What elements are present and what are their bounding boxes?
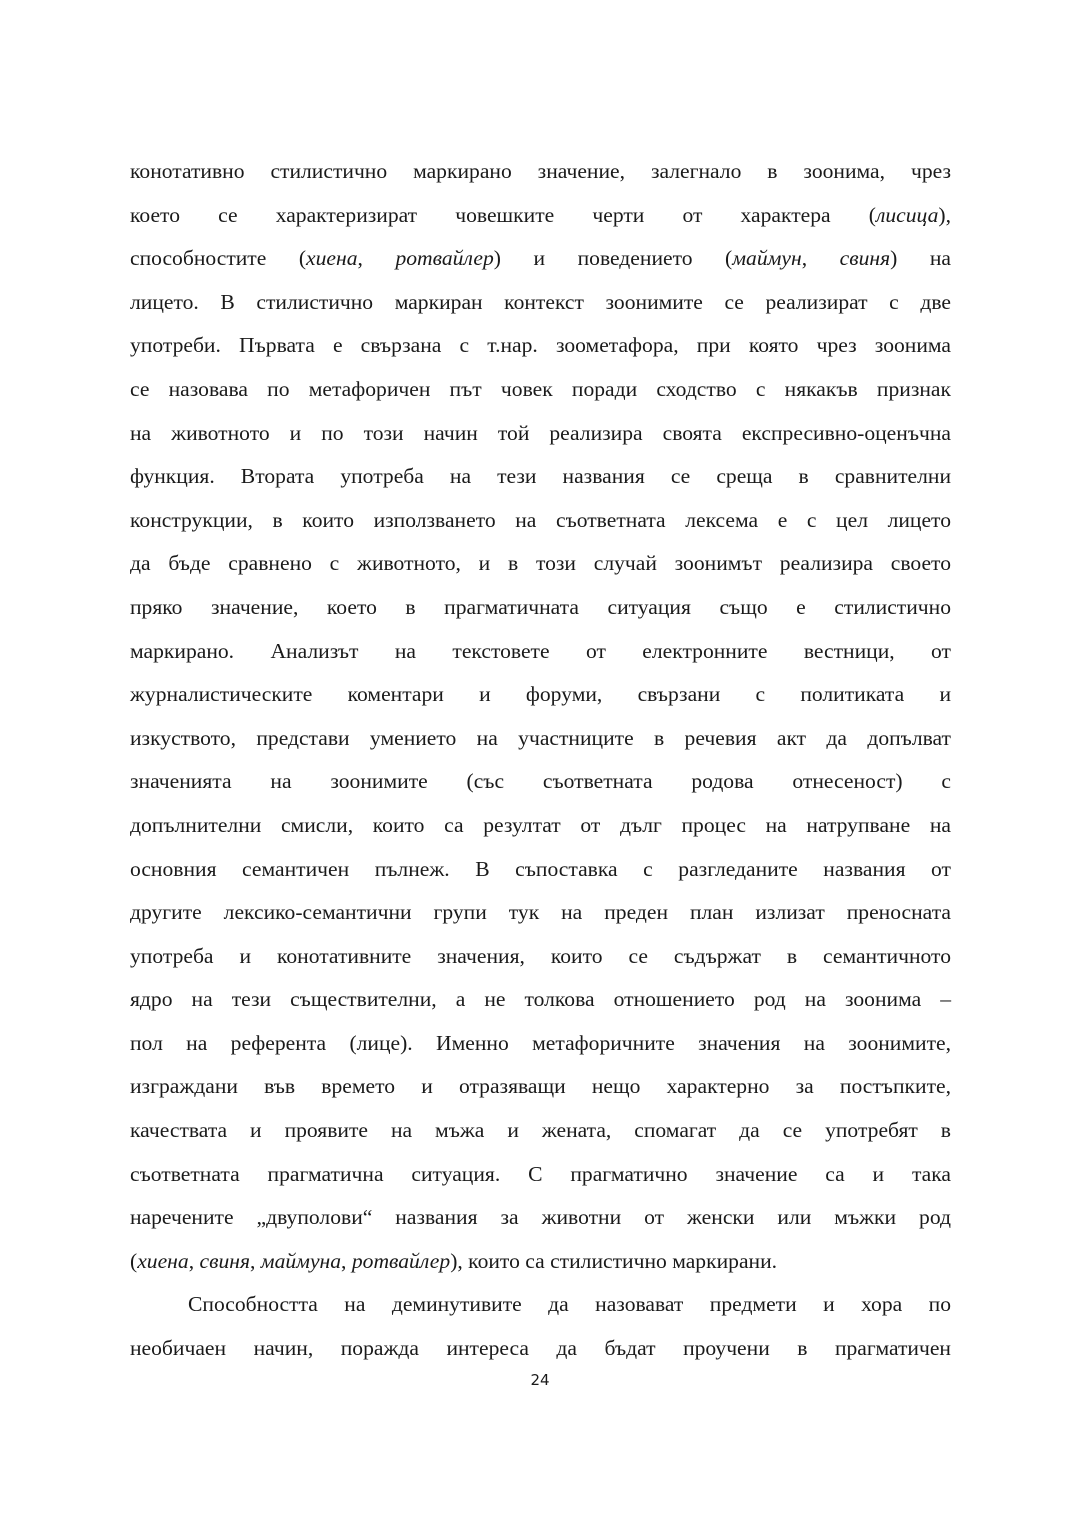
- italic-term: ротвайлер: [395, 246, 494, 271]
- italic-term: маймун: [732, 246, 802, 271]
- italic-term: маймуна: [260, 1248, 342, 1273]
- page-number: 24: [530, 1371, 550, 1389]
- text-line: Способността на деминутивите да назовават предмети и хора по: [188, 1292, 951, 1317]
- text-run: способностите (: [130, 246, 307, 271]
- text-line: наречените „двуполови“ названия за животни от женски или мъжки род: [130, 1205, 951, 1230]
- text-run: ,: [357, 246, 396, 271]
- text-run: което се характеризират човешките черти от характера (: [130, 202, 876, 227]
- text-line: [130, 194, 951, 238]
- text-run: ) и поведението (: [493, 246, 733, 271]
- text-line: маркирано. Анализът на текстовете от електронните вестници, от: [130, 638, 951, 663]
- text-line: [130, 237, 951, 281]
- text-line: необичаен начин, поражда интереса да бъдат проучени в прагматичен: [130, 1336, 951, 1361]
- text-run: ), които са стилистично маркирани.: [450, 1248, 778, 1273]
- text-run: ) на: [890, 246, 951, 271]
- text-line: пол на референта (лице). Именно метафоричните значения на зоонимите,: [130, 1030, 951, 1055]
- body-text: [130, 150, 951, 1371]
- italic-term: хиена: [306, 246, 358, 271]
- text-line: изграждани във времето и отразяващи нещо характерно за постъпките,: [130, 1074, 951, 1099]
- text-run: ,: [250, 1248, 261, 1273]
- paragraph: [130, 150, 951, 1283]
- text-line: функция. Втората употреба на тези названия се среща в сравнителни: [130, 464, 951, 489]
- italic-term: лисица: [875, 202, 939, 227]
- text-line: значенията на зоонимите (със съответната родова отнесеност) с: [130, 769, 951, 794]
- text-line: употреби. Първата е свързана с т.нар. зоометафора, при която чрез зоонима: [130, 333, 951, 358]
- text-line: пряко значение, което в прагматичната ситуация също е стилистично: [130, 594, 951, 619]
- paragraph: [130, 1283, 951, 1370]
- italic-term: свиня: [839, 246, 891, 271]
- italic-term: ротвайлер: [351, 1248, 451, 1273]
- text-line: основния семантичен пълнеж. В съпоставка с разгледаните названия от: [130, 856, 951, 881]
- text-line: журналистическите коментари и форуми, свързани с политиката и: [130, 682, 951, 707]
- text-line: употреба и конотативните значения, които се съдържат в семантичното: [130, 943, 951, 968]
- text-run: (: [130, 1248, 138, 1273]
- text-run: ,: [188, 1248, 200, 1273]
- text-line: ядро на тези съществителни, а не толкова отношението род на зоонима –: [130, 987, 951, 1012]
- text-line: конструкции, в които използването на съответната лексема е с цел лицето: [130, 507, 951, 532]
- text-line: лицето. В стилистично маркиран контекст зоонимите се реализират с две: [130, 289, 951, 314]
- text-line: съответната прагматична ситуация. С прагматично значение са и така: [130, 1161, 951, 1186]
- text-run: ,: [341, 1248, 352, 1273]
- text-run: ,: [801, 246, 840, 271]
- text-line: се назовава по метафоричен път човек поради сходство с някакъв признак: [130, 376, 951, 401]
- italic-term: хиена: [137, 1248, 189, 1273]
- text-run: ),: [938, 202, 951, 227]
- text-line: допълнителни смисли, които са резултат от дълг процес на натрупване на: [130, 812, 951, 837]
- text-line: качествата и проявите на мъжа и жената, спомагат да се употребят в: [130, 1118, 951, 1143]
- text-line: конотативно стилистично маркирано значение, залегнало в зоонима, чрез: [130, 159, 951, 183]
- text-line: [130, 1240, 951, 1284]
- text-line: другите лексико-семантични групи тук на преден план излизат преносната: [130, 900, 951, 925]
- text-line: на животното и по този начин той реализира своята експресивно-оценъчна: [130, 420, 951, 445]
- text-line: изкуството, представи умението на участниците в речевия акт да допълват: [130, 725, 951, 750]
- text-line: да бъде сравнено с животното, и в този случай зоонимът реализира своето: [130, 551, 951, 576]
- italic-term: свиня: [199, 1248, 250, 1273]
